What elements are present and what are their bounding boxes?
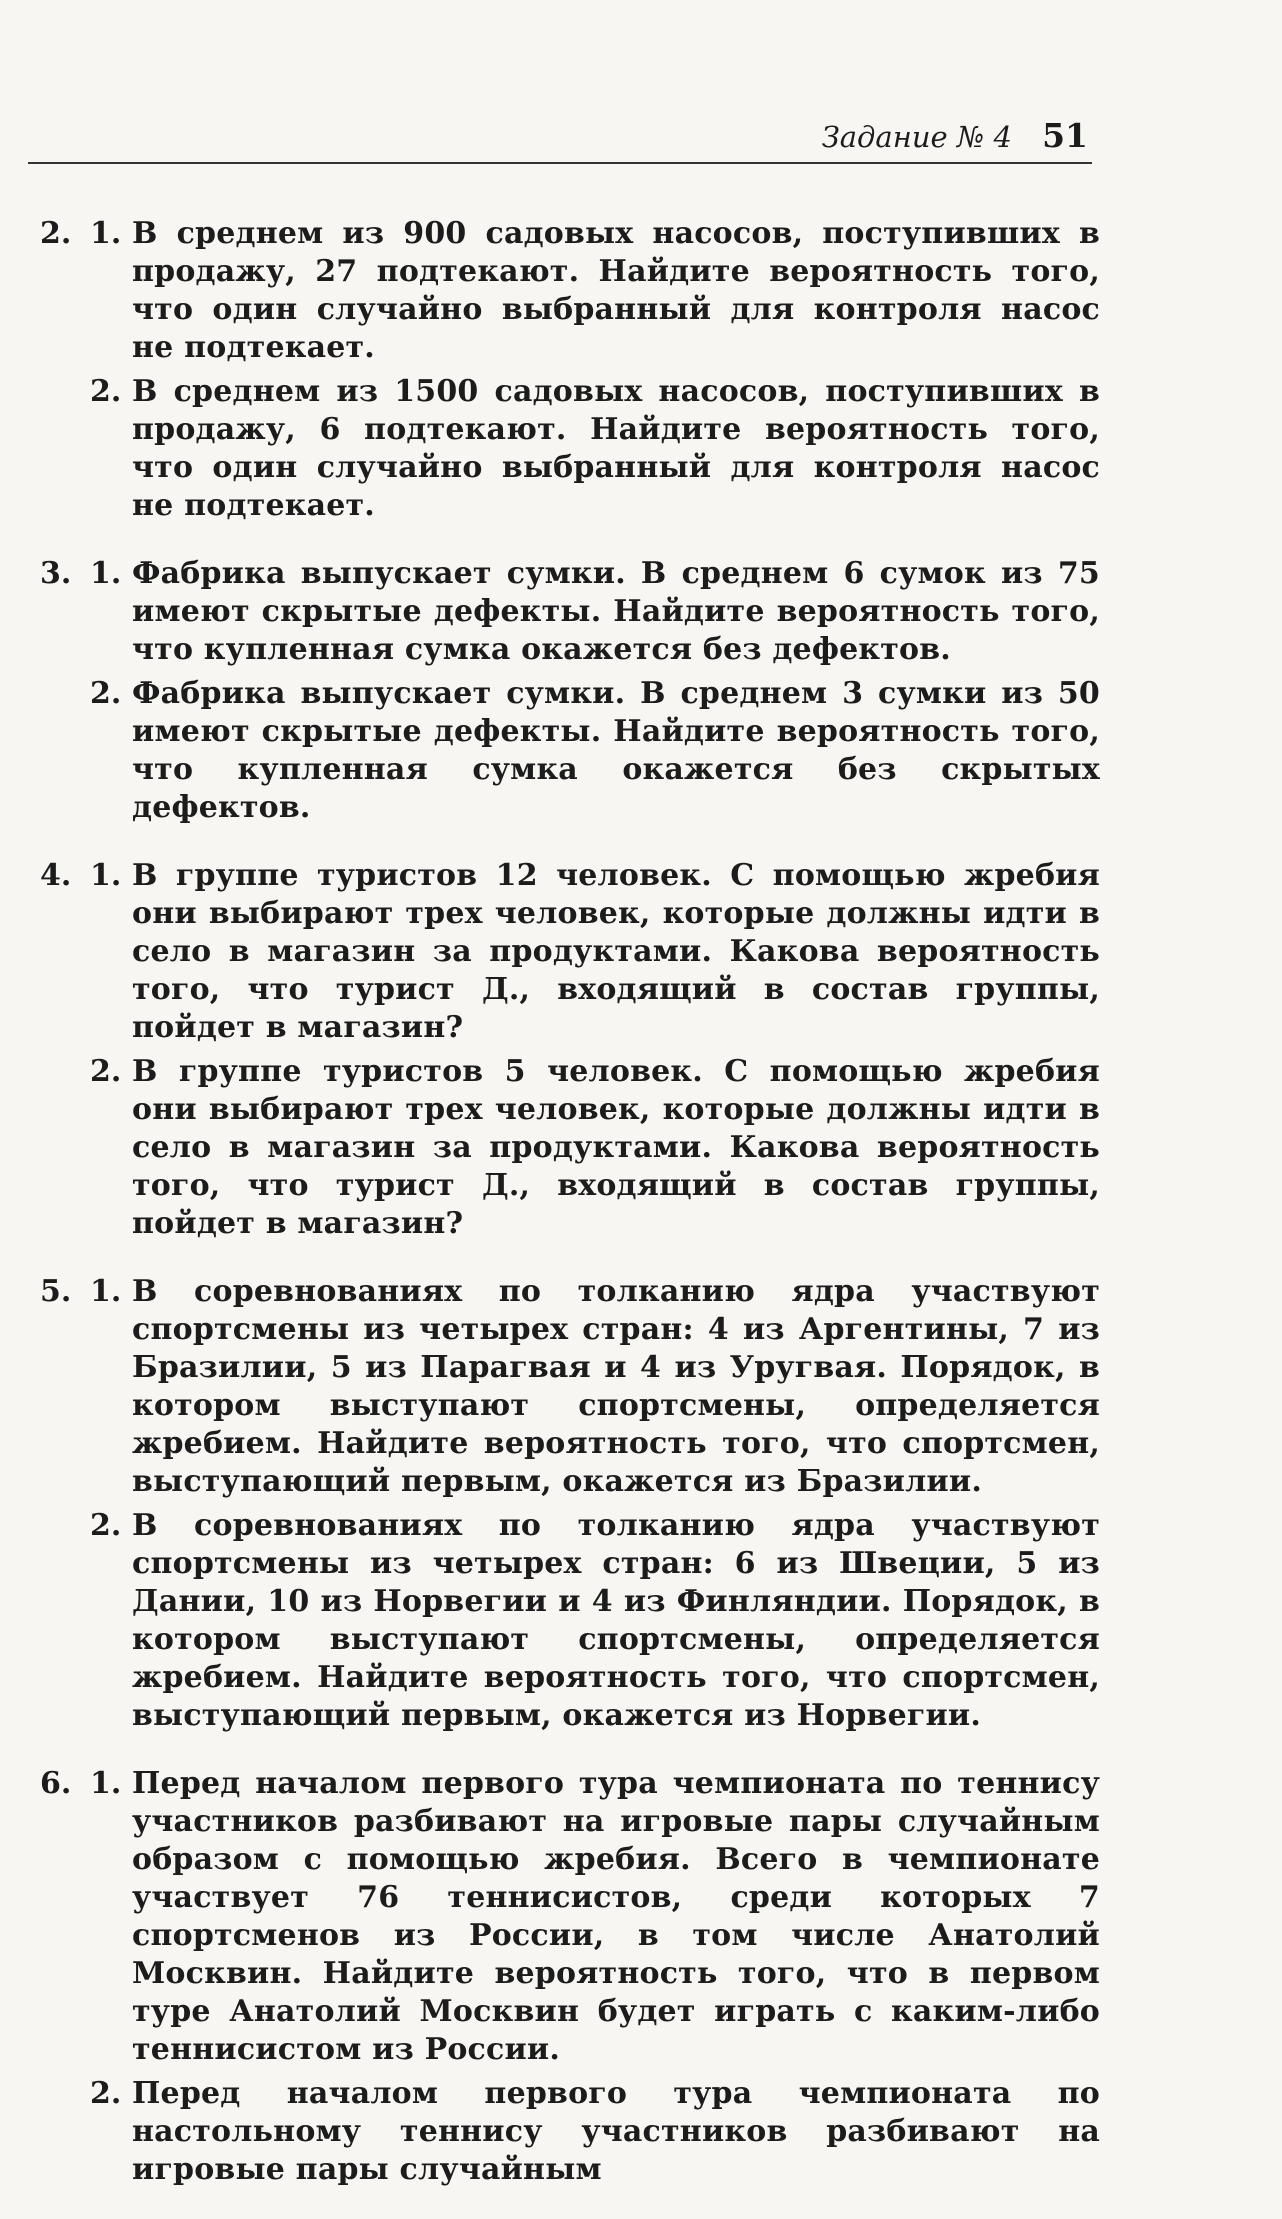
variant-item — [90, 1273, 1100, 1501]
variant-item — [90, 1053, 1100, 1243]
variant-text: Перед началом первого тура чемпионата по настольному теннису участников разбивают на игровые пары случайным — [132, 2076, 1100, 2187]
variant-list — [90, 1273, 1100, 1741]
variant-number: 1. — [90, 1274, 122, 1309]
variant-number: 1. — [90, 556, 122, 591]
variant-text: В среднем из 900 садовых насосов, поступивших в продажу, 27 подтекают. Найдите вероятность того, что один случайно выбранный для контроля насос не подтекает. — [132, 216, 1100, 365]
header-title: Задание № 4 — [821, 120, 1012, 154]
variant-item — [90, 373, 1100, 525]
variant-number: 1. — [90, 1766, 122, 1801]
variant-number: 2. — [90, 1054, 122, 1089]
variant-number: 2. — [90, 1508, 122, 1543]
variant-item — [90, 857, 1100, 1047]
variant-item — [90, 2075, 1100, 2189]
variant-text: Фабрика выпускает сумки. В среднем 3 сумки из 50 имеют скрытые дефекты. Найдите вероятность того, что купленная сумка окажется без скрытых дефектов. — [132, 676, 1100, 825]
page-header — [28, 112, 1092, 164]
variant-number: 2. — [90, 676, 122, 711]
problem-number: 6. — [40, 1766, 72, 1801]
problem-number: 3. — [40, 556, 72, 591]
variant-text: В группе туристов 5 человек. С помощью жребия они выбирают трех человек, которые должны идти в село в магазин за продуктами. Какова вероятность того, что турист Д., входящий в состав группы, пойдет в магазин? — [132, 1054, 1100, 1241]
page-number: 51 — [1042, 116, 1088, 155]
variant-number: 2. — [90, 374, 122, 409]
problem-item — [40, 1765, 1100, 2195]
variant-item — [90, 1765, 1100, 2069]
variant-list — [90, 1765, 1100, 2195]
variant-text: В группе туристов 12 человек. С помощью жребия они выбирают трех человек, которые должны идти в село в магазин за продуктами. Какова вероятность того, что турист Д., входящий в состав группы, пойдет в магазин? — [132, 858, 1100, 1045]
variant-list — [90, 857, 1100, 1249]
variant-number: 2. — [90, 2076, 122, 2111]
variant-text: В соревнованиях по толканию ядра участвуют спортсмены из четырех стран: 4 из Аргентины, 7 из Бразилии, 5 из Парагвая и 4 из Уругвая. Порядок, в котором выступают спортсмены, определяется жребием. Найдите вероятность того, что спортсмен, выступающий первым, окажется из Бразилии. — [132, 1274, 1100, 1499]
problem-list — [40, 215, 1100, 2219]
variant-text: В соревнованиях по толканию ядра участвуют спортсмены из четырех стран: 6 из Швеции, 5 из Дании, 10 из Норвегии и 4 из Финляндии. Порядок, в котором выступают спортсмены, определяется жребием. Найдите вероятность того, что спортсмен, выступающий первым, окажется из Норвегии. — [132, 1508, 1100, 1733]
problem-number: 5. — [40, 1274, 72, 1309]
problem-item — [40, 857, 1100, 1249]
problem-item — [40, 555, 1100, 833]
variant-item — [90, 215, 1100, 367]
variant-text: Фабрика выпускает сумки. В среднем 6 сумок из 75 имеют скрытые дефекты. Найдите вероятность того, что купленная сумка окажется без дефектов. — [132, 556, 1100, 667]
problem-item — [40, 1273, 1100, 1741]
problem-item — [40, 215, 1100, 531]
variant-text: Перед началом первого тура чемпионата по теннису участников разбивают на игровые пары случайным образом с помощью жребия. Всего в чемпионате участвует 76 теннисистов, среди которых 7 спортсменов из России, в том числе Анатолий Москвин. Найдите вероятность того, что в первом туре Анатолий Москвин будет играть с каким-либо теннисистом из России. — [132, 1766, 1100, 2067]
variant-list — [90, 215, 1100, 531]
problem-number: 2. — [40, 216, 72, 251]
variant-item — [90, 1507, 1100, 1735]
variant-list — [90, 555, 1100, 833]
variant-item — [90, 555, 1100, 669]
variant-item — [90, 675, 1100, 827]
variant-text: В среднем из 1500 садовых насосов, поступивших в продажу, 6 подтекают. Найдите вероятность того, что один случайно выбранный для контроля насос не подтекает. — [132, 374, 1100, 523]
variant-number: 1. — [90, 858, 122, 893]
variant-number: 1. — [90, 216, 122, 251]
problem-number: 4. — [40, 858, 72, 893]
